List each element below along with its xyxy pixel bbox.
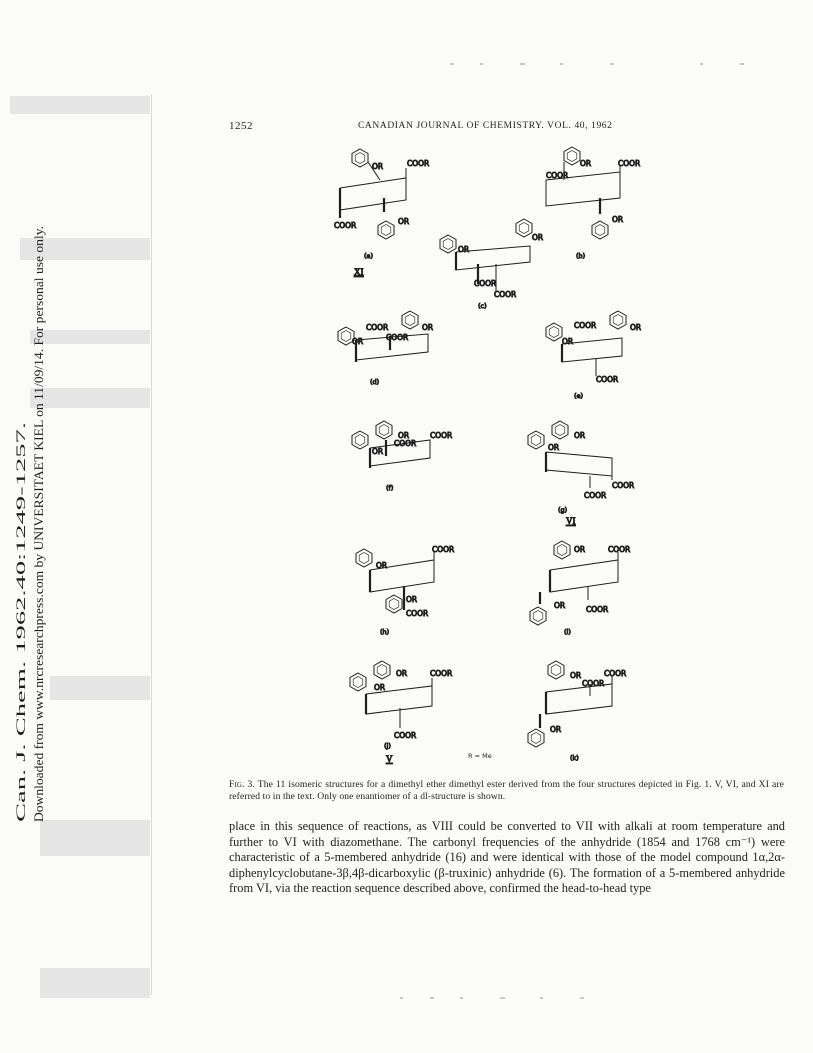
or-group: OR bbox=[574, 431, 586, 440]
download-watermark bbox=[6, 222, 52, 822]
coor-group: COOR bbox=[386, 333, 409, 342]
or-group: OR bbox=[570, 671, 582, 680]
coor-group: COOR bbox=[604, 669, 627, 678]
structure-i bbox=[530, 541, 630, 636]
structure-label: (h) bbox=[380, 628, 390, 636]
or-group: OR bbox=[630, 323, 642, 332]
coor-group: COOR bbox=[406, 609, 429, 618]
or-group: OR bbox=[372, 447, 384, 456]
r-definition: R = Me bbox=[468, 752, 492, 760]
or-group: OR bbox=[372, 162, 384, 171]
or-group: OR bbox=[554, 601, 566, 610]
structure-b bbox=[546, 147, 640, 260]
or-group: OR bbox=[574, 545, 586, 554]
or-group: OR bbox=[398, 431, 410, 440]
or-group: OR bbox=[398, 217, 410, 226]
structure-label: (k) bbox=[570, 754, 579, 762]
structure-label: (e) bbox=[574, 392, 584, 400]
coor-group: COOR bbox=[612, 481, 635, 490]
scan-noise-bottom bbox=[400, 996, 600, 1000]
caption-label: Fig. 3. bbox=[229, 779, 255, 790]
structure-k bbox=[528, 661, 626, 762]
or-group: OR bbox=[532, 233, 544, 242]
coor-group: COOR bbox=[574, 321, 597, 330]
coor-group: COOR bbox=[546, 171, 569, 180]
or-group: OR bbox=[376, 561, 388, 570]
structure-d bbox=[338, 311, 433, 386]
coor-group: COOR bbox=[582, 679, 605, 688]
coor-group: COOR bbox=[366, 323, 389, 332]
coor-group: COOR bbox=[474, 279, 497, 288]
watermark-line-1: Can. J. Chem. 1962.40:1249-1257. bbox=[14, 648, 28, 822]
scan-rule bbox=[151, 95, 152, 995]
or-group: OR bbox=[396, 669, 408, 678]
coor-group: COOR bbox=[586, 605, 609, 614]
scan-noise-top bbox=[450, 62, 750, 66]
structure-a bbox=[334, 149, 429, 277]
or-group: OR bbox=[422, 323, 434, 332]
structure-label: (f) bbox=[386, 484, 394, 492]
structure-label: (j) bbox=[384, 742, 391, 750]
compound-number: VI bbox=[566, 516, 576, 526]
figure-caption bbox=[229, 779, 784, 802]
structure-h bbox=[356, 545, 454, 636]
watermark-line-2: Downloaded from www.nrcresearchpress.com by UNIVERSITAET KIEL on 11/09/14. For personal use only. bbox=[32, 276, 46, 822]
structure-label: (g) bbox=[558, 506, 568, 514]
or-group: OR bbox=[374, 683, 386, 692]
coor-group: COOR bbox=[494, 290, 517, 299]
coor-group: COOR bbox=[430, 431, 453, 440]
or-group: OR bbox=[562, 337, 574, 346]
structure-g bbox=[528, 421, 634, 526]
coor-group: COOR bbox=[430, 669, 453, 678]
structure-f bbox=[352, 421, 452, 492]
coor-group: COOR bbox=[407, 159, 430, 168]
structure-e bbox=[546, 311, 641, 400]
structure-label: (a) bbox=[364, 252, 374, 260]
or-group: OR bbox=[612, 215, 624, 224]
page-number: 1252 bbox=[229, 120, 253, 132]
coor-group: COOR bbox=[596, 375, 619, 384]
or-group: OR bbox=[580, 159, 592, 168]
running-head: CANADIAN JOURNAL OF CHEMISTRY. VOL. 40, 1962 bbox=[358, 121, 613, 131]
or-group: OR bbox=[352, 337, 364, 346]
structure-j bbox=[350, 661, 452, 764]
caption-text: The 11 isomeric structures for a dimethyl ether dimethyl ester derived from the four structures depicted in Fig. 1. V, VI, and XI are referred to in the text. Only one enantiomer of a dl-structure is shown. bbox=[229, 779, 785, 802]
figure-3 bbox=[300, 140, 680, 770]
coor-group: COOR bbox=[394, 731, 417, 740]
structure-label: (d) bbox=[370, 378, 380, 386]
or-group: OR bbox=[458, 245, 470, 254]
or-group: OR bbox=[550, 725, 562, 734]
structure-c bbox=[440, 219, 543, 310]
body-paragraph: place in this sequence of reactions, as VIII could be converted to VII with alkali at room temperature and further to VI with diazomethane. The carbonyl frequencies of the anhydride (1854 and 1768 cm⁻¹) were characteristic of a 5-membered anhydride (16) and were identical with those of the model compound 1α,2α-diphenylcyclobutane-3β,4β-dicarboxylic (β-truxinic) anhydride (6). The formation of a 5-membered anhydride from VI, via the reaction sequence described above, confirmed the head-to-head type bbox=[229, 819, 785, 896]
or-group: OR bbox=[406, 595, 418, 604]
coor-group: COOR bbox=[584, 491, 607, 500]
coor-group: COOR bbox=[394, 439, 417, 448]
coor-group: COOR bbox=[432, 545, 455, 554]
structure-label: (b) bbox=[576, 252, 586, 260]
coor-group: COOR bbox=[334, 221, 357, 230]
or-group: OR bbox=[548, 443, 560, 452]
structure-label: (i) bbox=[564, 628, 571, 636]
structure-label: (c) bbox=[478, 302, 487, 310]
coor-group: COOR bbox=[618, 159, 641, 168]
coor-group: COOR bbox=[608, 545, 631, 554]
compound-number: XI bbox=[354, 267, 364, 277]
compound-number: V bbox=[386, 754, 393, 764]
